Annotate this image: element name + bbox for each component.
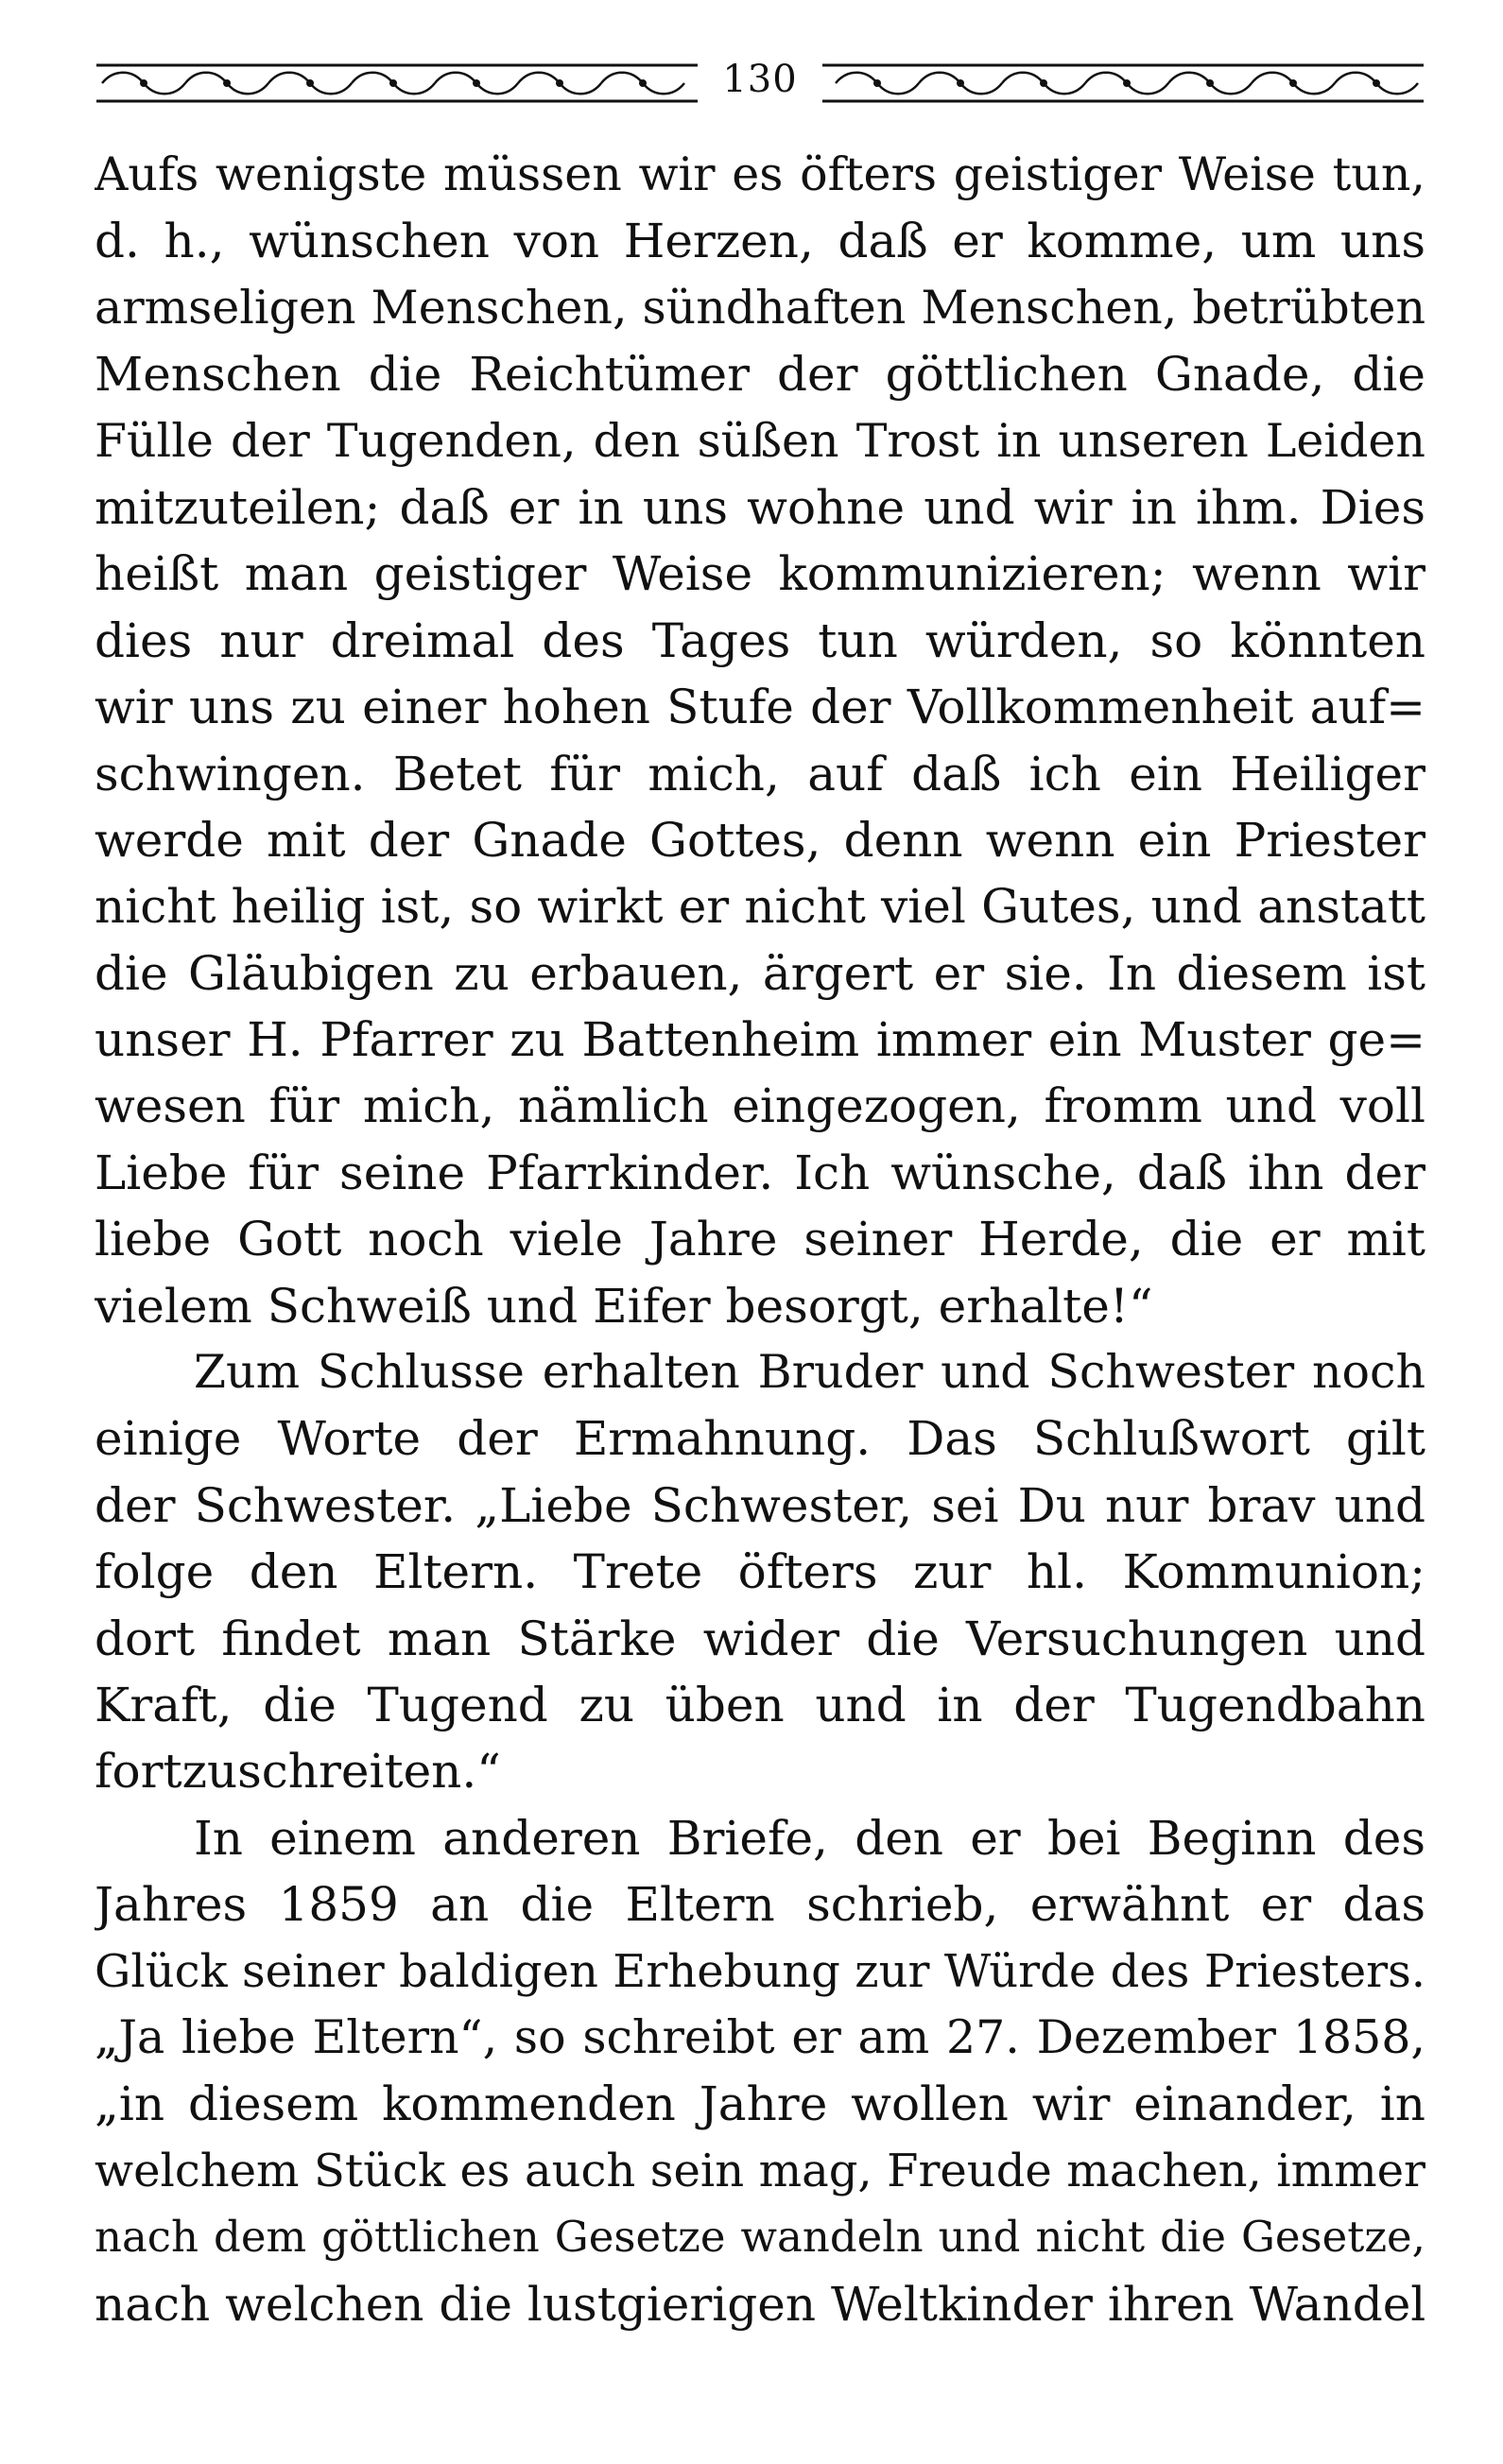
text-line: Fülle der Tugenden, den süßen Trost in unseren Leiden	[95, 413, 1425, 468]
text-line: Jahres 1859 an die Eltern schrieb, erwähnt er das	[95, 1877, 1425, 1933]
text-line: Kraft, die Tugend zu üben und in der Tugendbahn	[95, 1677, 1425, 1732]
text-line: dies nur dreimal des Tages tun würden, so könnten	[95, 612, 1425, 668]
text-line: Glück seiner baldigen Erhebung zur Würde des Priesters.	[95, 1944, 1425, 1998]
text-line: mitzuteilen; daß er in uns wohne und wir in ihm. Dies	[95, 479, 1425, 535]
text-line: Liebe für seine Pfarrkinder. Ich wünsche, daß ihn der	[95, 1145, 1425, 1200]
text-line: schwingen. Betet für mich, auf daß ich ein Heiliger	[95, 746, 1425, 801]
text-line: „Ja liebe Eltern“, so schreibt er am 27. Dezember 1858,	[95, 2009, 1425, 2064]
text-line: folge den Eltern. Trete öfters zur hl. Kommunion;	[95, 1544, 1425, 1600]
text-line: welchem Stück es auch sein mag, Freude machen, immer	[95, 2144, 1425, 2197]
body-text	[95, 142, 1425, 2337]
paragraph-start-line: Zum Schlusse erhalten Bruder und Schwester noch	[194, 1345, 1425, 1400]
text-line: einige Worte der Ermahnung. Das Schlußwort gilt	[95, 1411, 1425, 1467]
page-header	[95, 52, 1425, 118]
paragraph-start-line: In einem anderen Briefe, den er bei Beginn des	[194, 1810, 1425, 1866]
text-line: Aufs wenigste müssen wir es öfters geistiger Weise tun,	[95, 147, 1425, 201]
text-line: nicht heilig ist, so wirkt er nicht viel Gutes, und anstatt	[95, 879, 1425, 935]
text-line: nach welchen die lustgierigen Weltkinder ihren Wandel	[95, 2276, 1425, 2332]
text-line: „in diesem kommenden Jahre wollen wir einander, in	[95, 2076, 1425, 2132]
text-line: die Gläubigen zu erbauen, ärgert er sie. In diesem ist	[95, 945, 1425, 1001]
text-line: werde mit der Gnade Gottes, denn wenn ein Priester	[95, 812, 1425, 868]
text-line: d. h., wünschen von Herzen, daß er komme, um uns	[95, 214, 1425, 269]
text-line: wir uns zu einer hohen Stufe der Vollkommenheit auf=	[95, 680, 1425, 735]
text-line: wesen für mich, nämlich eingezogen, fromm und voll	[95, 1078, 1425, 1134]
text-line: Menschen die Reichtümer der göttlichen Gnade, die	[95, 347, 1425, 403]
page-number: 130	[722, 58, 798, 101]
text-line: nach dem göttlichen Gesetze wandeln und nicht die Gesetze,	[95, 2212, 1425, 2263]
text-line: der Schwester. „Liebe Schwester, sei Du nur brav und	[95, 1477, 1425, 1533]
text-line: heißt man geistiger Weise kommunizieren; wenn wir	[95, 546, 1425, 602]
text-line: armseligen Menschen, sündhaften Menschen, betrübten	[95, 280, 1425, 335]
text-line: vielem Schweiß und Eifer besorgt, erhalte!“	[95, 1278, 1153, 1334]
right-ornament-icon	[821, 61, 1425, 105]
text-line: liebe Gott noch viele Jahre seiner Herde, die er mit	[95, 1212, 1425, 1267]
text-line: fortzuschreiten.“	[95, 1744, 501, 1800]
text-line: dort findet man Stärke wider die Versuchungen und	[95, 1611, 1425, 1666]
left-ornament-icon	[95, 61, 700, 105]
text-line: unser H. Pfarrer zu Battenheim immer ein Muster ge=	[95, 1012, 1425, 1068]
